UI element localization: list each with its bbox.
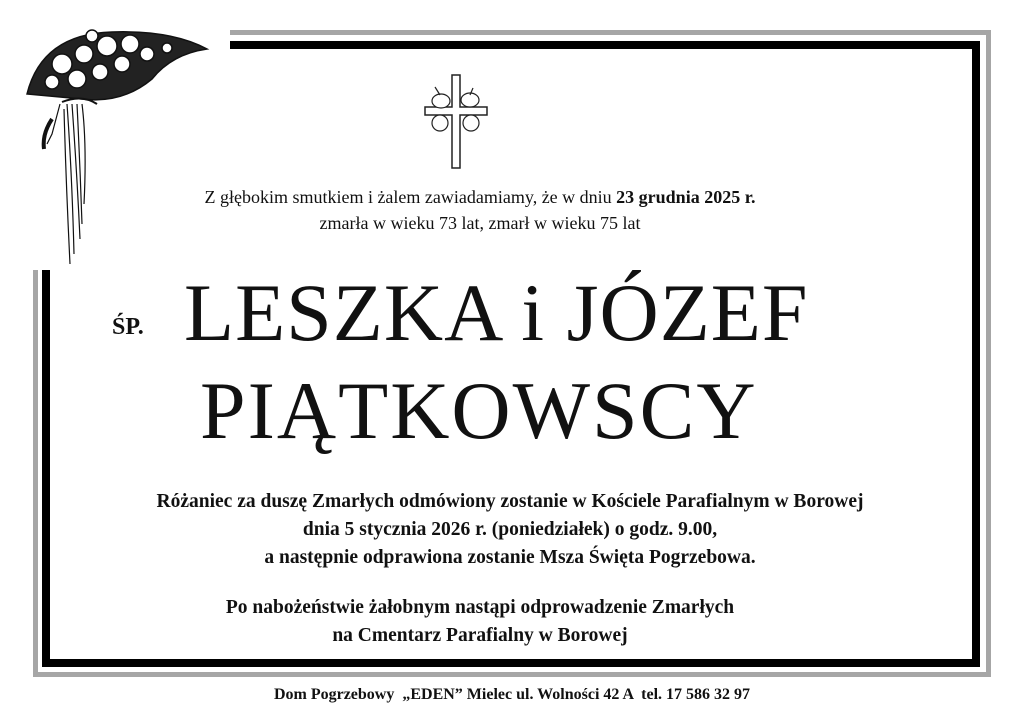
intro-text [0, 184, 960, 236]
ceremony-line: dnia 5 stycznia 2026 r. (poniedziałek) o godz. 9.00, [302, 519, 718, 540]
deceased-names-line-2: PIĄTKOWSCY [200, 365, 758, 456]
intro-line-2: zmarła w wieku 73 lat, zmarł w wieku 75 lat [319, 213, 641, 233]
intro-line-1 [0, 184, 960, 210]
burial-info [30, 594, 930, 650]
ceremony-line: Różaniec za duszę Zmarłych odmówiony zostanie w Kościele Parafialnym w Borowej [156, 491, 864, 512]
cross-with-lilies-icon [423, 73, 489, 171]
name-prefix: ŚP. [112, 314, 144, 340]
burial-line: na Cmentarz Parafialny w Borowej [332, 625, 628, 646]
burial-line: Po nabożeństwie żałobnym nastąpi odprowadzenie Zmarłych [225, 597, 735, 618]
deceased-names-line-1: LESZKA i JÓZEF [184, 267, 809, 358]
ceremony-line: a następnie odprawiona zostanie Msza Święta Pogrzebowa. [264, 547, 756, 568]
ceremony-info [30, 488, 990, 572]
intro-prefix: Z głębokim smutkiem i żalem zawiadamiamy, że w dniu [204, 187, 617, 207]
funeral-home-footer: Dom Pogrzebowy „EDEN” Mielec ul. Wolności 42 A tel. 17 586 32 97 [273, 686, 751, 703]
death-date: 23 grudnia 2025 r. [616, 187, 756, 207]
